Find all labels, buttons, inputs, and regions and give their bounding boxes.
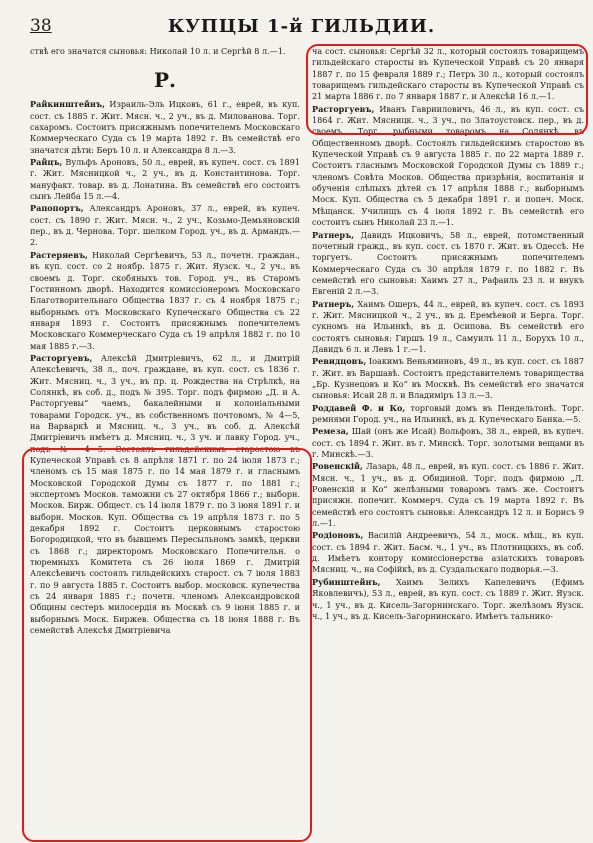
entry-name: Райцъ, bbox=[30, 157, 63, 168]
entry-text: Иванъ Гаврииловичъ, 46 л., въ куп. сост. съ 1864 г. Жит. Мясницк. ч., 3 уч., по Златоустовск. пер., въ д. своемъ. Торг. рыбными товаромъ на Солянкѣ, въ Общественномъ дворѣ. Состоялъ гильдейскимъ старостою въ Купеческой Управѣ съ 9 августа 1885 г. по 22 марта 1889 г. Состоитъ гласнымъ Московской Городской Думы съ 1889 г.; членомъ Совѣта Москов. Общества призрѣнія, воспитанія и обученія слѣпыхъ дѣтей съ 17 апрѣля 1888 г.; выборнымъ Моск. Куп. Общества съ 5 декабря 1891 г. и попеч. Моск. Мѣщанск. Училищъ съ 4 іюля 1892 г. Въ семействѣ его состоитъ сынъ Николай 23 л.—1. bbox=[312, 103, 584, 228]
entry-name: Ремеза, bbox=[312, 426, 349, 437]
directory-entry bbox=[312, 299, 584, 356]
entry-name: Расторгуевъ, bbox=[30, 352, 93, 363]
entry-text: Лазарь, 48 л., еврей, въ куп. сост. съ 1886 г. Жит. Мясн. ч., 1 уч., въ д. Обидиной. Торг. подъ фирмою „Л. Ровенскій и Ко“ желѣзными товаромъ тамъ же. Состоитъ присяжн. попечит. Коммерч. Суда съ 19 марта 1892 г. Въ семействѣ его состоятъ сыновья: Александръ 12 л. и Борисъ 9 л.—1. bbox=[312, 461, 584, 529]
directory-entry bbox=[312, 46, 584, 103]
directory-entry bbox=[312, 461, 584, 529]
entry-name: Расторгуевъ, bbox=[312, 103, 375, 114]
directory-entry bbox=[312, 577, 584, 622]
left-column bbox=[30, 46, 300, 843]
entry-name: Рапопортъ, bbox=[30, 203, 84, 214]
entry-name: Ровенскій, bbox=[312, 461, 363, 472]
directory-entry bbox=[312, 230, 584, 298]
entry-text: Израиль-Эль Ицковъ, 61 г., еврей, въ куп. сост. съ 1885 г. Жит. Мясн. ч., 2 уч., въ д. Милованова. Торг. сахаромъ. Состоитъ присяжнымъ попечителемъ Московскаго Коммерческаго Суда съ 19 марта 1892 г. Въ семействѣ его значатся дѣти: Беръ 10 л. и Александра 8 л.—3. bbox=[30, 99, 300, 155]
continuation-text: ствѣ его значатся сыновья: Николай 10 л. и Сергѣй 8 л.—1. bbox=[30, 46, 286, 56]
directory-entry bbox=[312, 426, 584, 460]
page-title: КУПЦЫ 1-й ГИЛЬДИИ. bbox=[167, 16, 436, 37]
directory-entry bbox=[30, 203, 300, 248]
entry-name: Ратнеръ, bbox=[312, 229, 355, 240]
entry-name: Райкинштейнъ, bbox=[30, 99, 105, 110]
directory-entry bbox=[30, 157, 300, 202]
entry-text: Давидъ Ицковичъ, 58 л., еврей, потомственный почетный гражд., въ куп. сост. съ 1870 г. Жит. въ Одессѣ. Не торгуетъ. Состоитъ присяжнымъ попечителемъ Коммерческаго Суда съ 30 апрѣля 1879 г. по 1882 г. Въ семействѣ его сыновья: Хаимъ 27 л., Рафаиль 23 л. и внукъ Евгеній 2 л.—3. bbox=[312, 229, 584, 297]
entry-name: Родіоновъ, bbox=[312, 530, 364, 541]
directory-entry bbox=[312, 403, 584, 426]
entry-name: Ратнеръ, bbox=[312, 298, 355, 309]
directory-entry bbox=[312, 356, 584, 401]
entry-text: ча сост. сыновья: Сергѣй 32 л., который состоялъ товарищемъ гильдейскаго старосты въ Купеческой Управѣ съ 20 января 1887 г. по 15 февраля 1889 г.; Петръ 30 л., который состоялъ товарищемъ гильдейскаго старосты въ Купеческой Управѣ съ 21 марта 1886 г. по 7 января 1887 г. и Алексѣй 16 л.—1. bbox=[312, 46, 584, 102]
entry-text: Хаимъ Ошеръ, 44 л., еврей, въ купеч. сост. съ 1893 г. Жит. Мясницкой ч., 2 уч., въ д. Еремѣевой и Берга. Торг. сукномъ на Ильинкѣ, въ д. Осипова. Въ семействѣ его состоятъ сыновья: Гиршъ 19 л., Самуилъ 11 л., Борухъ 10 л., Давидъ 6 л. и Левъ 1 г.—1. bbox=[312, 298, 584, 354]
directory-entry bbox=[30, 99, 300, 156]
entry-text: Николай Сергѣевичъ, 53 л., почетн. граждан., въ куп. сост. со 2 ноябр. 1875 г. Жит. Яузск. ч., 2 уч., въ своемъ д. Торг. скобяныхъ тов. Город. уч., въ Старомъ Гостинномъ дворѣ. Находится комиссіонеромъ Московскаго Благотворительнаго Общества 1837 г. съ 4 ноября 1875 г.; выборнымъ отъ Московскаго Купеческаго Общества съ 22 января 1893 г. Состоитъ присяжнымъ попечителемъ Московскаго Коммерческаго Суда съ 19 апрѣля 1882 г. по 10 мая 1885 г.—3. bbox=[30, 249, 300, 351]
entry-text: Василій Андреевичъ, 54 л., моск. мѣщ., въ куп. сост. съ 1894 г. Жит. Басм. ч., 1 уч., въ Плотницкихъ, въ соб. д. Имѣетъ контору комиссіонерства азіатскихъ товаровъ Мясниц. ч., на Софійкѣ, въ д. Суздальскаго подворья.—3. bbox=[312, 530, 584, 575]
entry-name: Ревидцовъ, bbox=[312, 356, 367, 367]
directory-entry bbox=[312, 104, 584, 229]
entry-text: Александръ Ароновъ, 37 л., еврей, въ купеч. сост. съ 1890 г. Жит. Мясн. ч., 2 уч., Козьмо-Демьяновскій пер., въ д. Чернова. Торг. шелком Город. уч., въ д. Армандъ.—2. bbox=[30, 203, 300, 248]
section-letter: Р. bbox=[153, 68, 176, 93]
directory-entry bbox=[30, 250, 300, 352]
entry-name: Роддавей Ф. и Ко, bbox=[312, 402, 406, 413]
entry-text: Шай (онъ же Исай) Вольфовъ, 38 л., еврей, въ купеч. сост. съ 1894 г. Жит. въ г. Минскѣ. Торг. золотыми вещами въ г. Минскѣ.—3. bbox=[312, 426, 584, 460]
left-entry-list bbox=[30, 99, 300, 636]
entry-text: Алексѣй Дмитріевичъ, 62 л., и Дмитрій Алексѣевичъ, 38 л., поч. граждане, въ куп. сост. съ 1836 г. Жит. Мясниц. ч., 3 уч., въ пр. ц. Рождества на Стрѣлкѣ, на Солянкѣ, въ соб. д., подъ № 395. Торг. подъ фирмою „Д. и А. Расторгуевы“ чаемъ, бакалейными и колоніальными товарами Городск. уч., въ собственномъ почтовомъ, № 4—5, на Варваркѣ и Мясниц. ч., 3 уч., въ соб. д. Алексѣй Дмитріевичъ имѣетъ д. Мясниц. ч., 3 уч. и лавку Город. уч., подъ № 4—5. Состоялъ гильдейскимъ старостою въ Купеческой Управѣ съ 8 апрѣля 1871 г. по 24 іюля 1873 г.; членомъ съ 15 мая 1875 г. по 14 мая 1879 г. и гласнымъ Московской Городской Думы съ 1877 г. по 1881 г.; экспертомъ Москов. таможни съ 27 октября 1866 г.; выборн. Москов. Бирж. Общест. съ 14 іюля 1879 г. по 3 іюня 1891 г. и выборн. Москов. Куп. Общества съ 19 апрѣля 1873 г. по 5 декабря 1892 г. Состоитъ церковнымъ старостою Богородицкой, что въ бывшемъ Пересыльномъ замкѣ, церкви съ 1868 г.; директоромъ Московскаго Попечительн. о тюремныхъ Комитета съ 26 іюля 1869 г. Дмитрій Алексѣевичъ состоялъ гильдейскихъ старост. съ 7 іюля 1883 г. по 9 августа 1885 г. Состоитъ выбор. московск. купечества съ 24 января 1885 г.; почетн. членомъ Александровской Общины сестеръ милосердія въ Москвѣ съ 9 іюня 1885 г. и выборнымъ Моск. Биржев. Общества съ 18 іюня 1888 г. Въ семействѣ Алексѣя Дмитріевича bbox=[30, 352, 300, 636]
directory-entry bbox=[30, 353, 300, 637]
entry-text: Іоакимъ Веньяминовъ, 49 л., въ куп. сост. съ 1887 г. Жит. въ Варшавѣ. Состоитъ представителемъ товарищества „Бр. Кузнецовъ и Ко“ въ Москвѣ. Въ семействѣ его значатся сыновья: Исай 28 л. и Владиміръ 13 л.—3. bbox=[312, 356, 584, 401]
right-entry-list bbox=[312, 46, 584, 622]
page-number: 38 bbox=[30, 16, 52, 36]
entry-name: Рубинштейнъ, bbox=[312, 576, 381, 587]
entry-text: торговый домъ въ Пендельтонѣ. Торг. ремнями Город. уч., на Ильинкѣ, въ д. Купеческаго Банка.—5. bbox=[312, 402, 584, 424]
entry-text: Вульфъ Ароновъ, 50 л., еврей, въ купеч. сост. съ 1891 г. Жит. Мясницкой ч., 2 уч., въ д. Константинова. Торг. мануфакт. товар. въ д. Лонатина. Въ семействѣ его состоитъ сынъ Лейба 15 л.—4. bbox=[30, 157, 300, 202]
right-column bbox=[312, 46, 584, 843]
entry-text: Хаимъ Зелихъ Капелевичъ (Ефимъ Яковлевичъ), 53 л., еврей, въ куп. сост. съ 1889 г. Жит. Яузск. ч., 1 уч., въ д. Кисель-Загорнинскаго. Торг. желѣзомъ Яузск. ч., 1 уч., въ д. Кисель-Загорнинскаго. Имѣетъ тальнико- bbox=[312, 576, 584, 621]
entry-name: Растеряевъ, bbox=[30, 249, 88, 260]
page-header bbox=[30, 16, 573, 40]
directory-entry bbox=[312, 530, 584, 575]
